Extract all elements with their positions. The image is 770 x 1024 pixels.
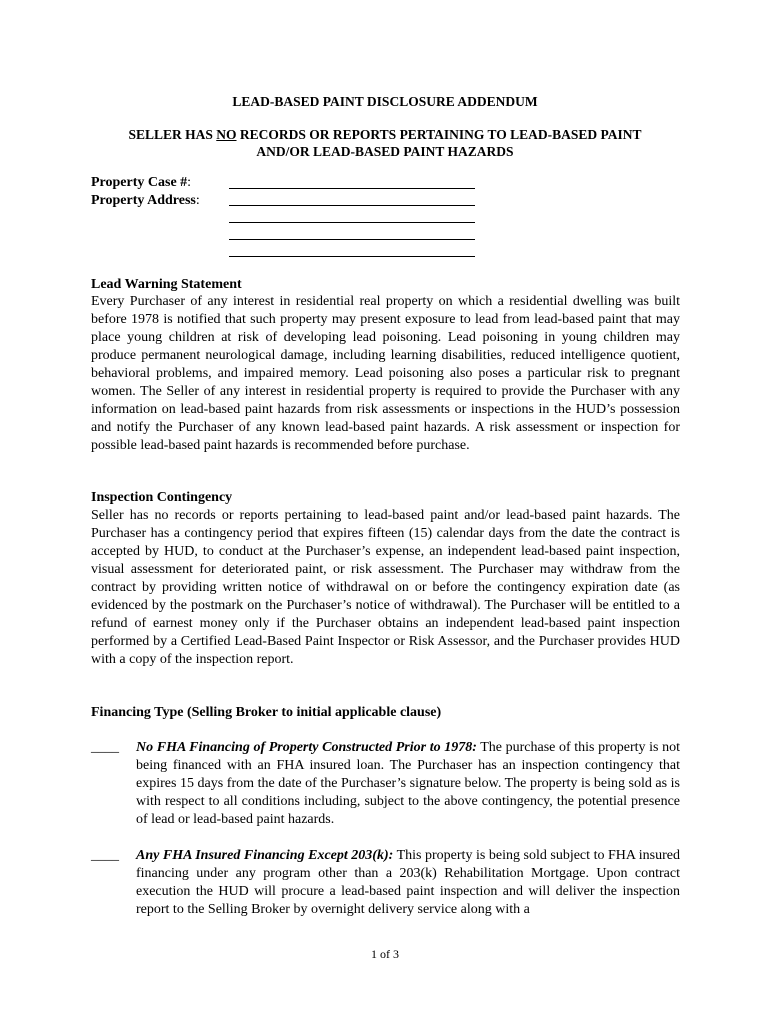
subtitle-pre: SELLER HAS: [128, 127, 217, 142]
clause-no-fha-financing: [136, 739, 680, 829]
inspection-contingency-body: Seller has no records or reports pertaining to lead-based paint and/or lead-based paint hazards. The Purchaser has a contingency period that expires fifteen (15) calendar days from the date the contract is accepted by HUD, to conduct at the Purchaser’s expense, an independent lead-based paint inspection, visual assessment for deteriorated paint, or risk assessment. The Purchaser may withdraw from the contract by providing written notice of withdrawal on or before the contingency expiration date (as evidenced by the postmark on the Purchaser’s notice of withdrawal). The Purchaser will be entitled to a refund of earnest money only if the Purchaser obtains an independent lead-based paint inspection performed by a Certified Lead-Based Paint Inspector or Risk Assessor, and the Purchaser provides HUD with a copy of the inspection report.: [91, 508, 680, 667]
lead-warning-heading: Lead Warning Statement: [91, 277, 242, 292]
clause-fha-insured-financing: [136, 847, 680, 919]
subtitle-line-1: [0, 126, 770, 143]
page-number: 1 of 3: [371, 947, 399, 961]
subtitle-line-2: AND/OR LEAD-BASED PAINT HAZARDS: [256, 144, 514, 159]
property-case-line[interactable]: [229, 188, 475, 189]
clause-1-text: The purchase of this property is not being financed with an FHA insured loan. The Purchaser has an inspection contingency that expires 15 days from the date of the Purchaser’s signature below. The property is being sold as is with respect to all conditions including, subject to the above contingency, the potential presence of lead or lead-based paint hazards.: [136, 740, 680, 827]
property-address-line-4[interactable]: [229, 256, 475, 257]
property-case-label: Property Case #:: [91, 175, 192, 190]
clause-1-lead: No FHA Financing of Property Constructed Prior to 1978:: [136, 740, 477, 755]
property-address-line-1[interactable]: [229, 205, 475, 206]
property-address-line-2[interactable]: [229, 222, 475, 223]
lead-warning-body: Every Purchaser of any interest in residential real property on which a residential dwelling was built before 1978 is notified that such property may present exposure to lead from lead-based paint that may place young children at risk of developing lead poisoning. Lead poisoning in young children may produce permanent neurological damage, including learning disabilities, reduced intelligence quotient, behavioral problems, and impaired memory. Lead poisoning also poses a particular risk to pregnant women. The Seller of any interest in residential property is required to provide the Purchaser with any information on lead-based paint hazards from risk assessments or inspections in the HUD’s possession and notify the Purchaser of any known lead-based paint hazards. A risk assessment or inspection for possible lead-based paint hazards is recommended before purchase.: [91, 294, 680, 453]
inspection-contingency-heading: Inspection Contingency: [91, 490, 233, 505]
property-address-label: Property Address:: [91, 193, 200, 208]
property-address-line-3[interactable]: [229, 239, 475, 240]
clause-1-initial-blank[interactable]: ____: [91, 740, 119, 755]
clause-2-text: This property is being sold subject to FHA insured financing under any program other than a 203(k) Rehabilitation Mortgage. Upon contract execution the HUD will procure a lead-based paint inspection and will deliver the inspection report to the Selling Broker by overnight delivery service along with a: [136, 848, 680, 917]
subtitle-emphasis: NO: [216, 127, 237, 142]
subtitle-post: RECORDS OR REPORTS PERTAINING TO LEAD-BASED PAINT: [236, 127, 642, 142]
clause-2-lead: Any FHA Insured Financing Except 203(k):: [136, 848, 394, 863]
document-title: LEAD-BASED PAINT DISCLOSURE ADDENDUM: [232, 94, 538, 109]
clause-2-initial-blank[interactable]: ____: [91, 848, 119, 863]
document-subtitle: [0, 126, 770, 160]
financing-type-heading: Financing Type (Selling Broker to initial applicable clause): [91, 705, 442, 720]
